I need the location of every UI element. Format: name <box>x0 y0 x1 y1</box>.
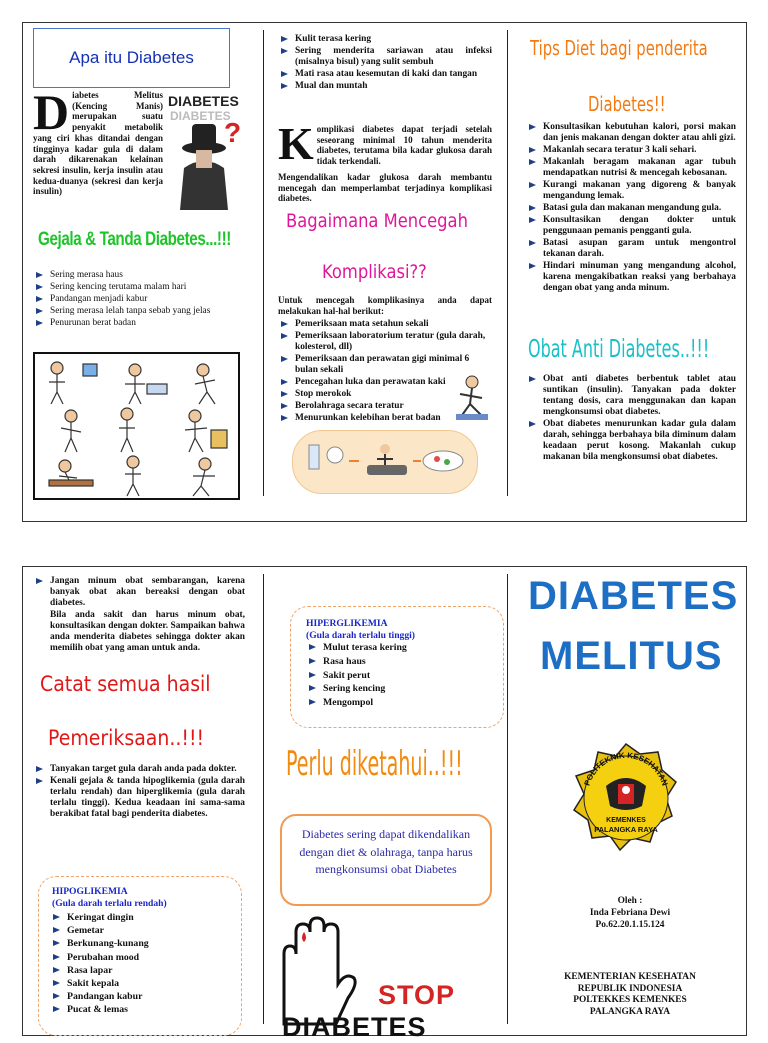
hipoglikemia-title: HIPOGLIKEMIA <box>52 886 128 897</box>
intro-paragraph <box>33 84 163 197</box>
obat-section <box>526 374 736 464</box>
gejala-section <box>33 270 253 330</box>
lifestyle-illustration <box>292 430 478 494</box>
institution-line: POLTEKKES KEMENKES <box>573 995 687 1005</box>
intro-dropcap: D <box>33 84 70 140</box>
institution-line: REPUBLIK INDONESIA <box>577 983 683 994</box>
list-item: Kurangi makanan yang digoreng & banyak mengandung lemak. <box>526 180 736 202</box>
catat-heading-1: Catat semua hasil <box>40 672 211 696</box>
list-item: Keringat dingin <box>50 912 236 924</box>
symptoms-illustration <box>33 352 240 500</box>
list-item: Penurunan berat badan <box>33 318 253 329</box>
svg-text:DIABETES: DIABETES <box>170 109 231 123</box>
tips-heading-2: Diabetes!! <box>588 92 666 116</box>
hiperglikemia-title: HIPERGLIKEMIA <box>306 618 388 629</box>
list-item: Batasi gula dan makanan mengandung gula. <box>526 203 736 214</box>
hipoglikemia-subtitle: (Gula darah terlalu rendah) <box>52 898 167 909</box>
fold-line-4 <box>507 574 508 1024</box>
mencegah-heading-1: Bagaimana Mencegah <box>286 210 468 232</box>
intro-text: iabetes Melitus (Kencing Manis) merupakan suatu penyakit metabolik yang ciri khas ditandai dengan tingginya kadar gula di dalam darah dikarenakan kelainan sekresi insulin, kerja insulin atau kedua-duanya (sekresi dan kerja insulin) <box>33 90 163 197</box>
list-item: Pemeriksaan laboratorium teratur (gula darah, kolesterol, dll) <box>278 331 492 353</box>
catat-list <box>33 764 245 820</box>
list-item: Obat anti diabetes berbentuk tablet atau suntikan (insulin). Tanyakan pada dokter tentang dosis, cara menggunakan dan kapan mengkonsumsi obat diabetes. <box>526 374 736 418</box>
illustration-label: DIABETES <box>168 93 239 109</box>
list-item: Tanyakan target gula darah anda pada dokter. <box>33 764 245 775</box>
obat-list <box>526 374 736 463</box>
list-item: Sering merasa lelah tanpa sebab yang jelas <box>33 306 253 317</box>
author-name: Inda Febriana Dewi <box>589 908 671 918</box>
tips-list <box>526 122 736 294</box>
logo-text-top: POLITEKNIK KESEHATAN <box>582 750 670 787</box>
list-item: Konsultasikan dengan dokter untuk penggunaan pemanis pengganti gula. <box>526 215 736 237</box>
gejala-list <box>33 270 253 329</box>
list-item: Berolahraga secara teratur <box>278 401 492 412</box>
list-item: Berkunang-kunang <box>50 938 236 950</box>
tips-section <box>526 122 736 295</box>
list-item: Jangan minum obat sembarangan, karena banyak obat akan bereaksi dengan obat diabetes. <box>33 576 245 609</box>
foot-care-illustration <box>452 374 492 422</box>
hiperglikemia-subtitle: (Gula darah terlalu tinggi) <box>306 630 415 641</box>
cover-title-2: MELITUS <box>540 634 723 678</box>
list-item: Stop merokok <box>278 389 492 400</box>
list-item: Sering merasa haus <box>33 270 253 281</box>
list-item: Mengompol <box>306 697 496 710</box>
list-item: Pemeriksaan mata setahun sekali <box>278 319 492 330</box>
obat-warning-section <box>33 576 245 654</box>
list-item: Kenali gejala & tanda hipoglikemia (gula darah terlalu rendah) dan hiperglikemia (gula darah terlalu tinggi). Kedua keadaan ini sama-sama berakibat fatal bagi penderita diabetes. <box>33 776 245 820</box>
gejala-continued-list <box>278 34 492 92</box>
poltekkes-logo <box>566 740 686 854</box>
list-item: Sering menderita sariawan atau infeksi (misalnya bisul) yang sulit sembuh <box>278 46 492 68</box>
stop-text: STOP <box>378 980 456 1010</box>
list-item: Sering kencing <box>306 683 496 696</box>
list-item: Pemeriksaan dan perawatan gigi minimal 6 bulan sekali <box>278 354 492 376</box>
list-item: Pencegahan luka dan perawatan kaki <box>278 377 492 388</box>
gejala-continued-section <box>278 34 492 93</box>
fold-line-2 <box>507 30 508 496</box>
obat-warning-paragraph: Bila anda sakit dan harus minum obat, konsultasikan dengan dokter. Sampaikan bahwa anda menderita diabetes sehingga dokter akan memilih obat yang aman untuk anda. <box>50 610 245 653</box>
list-item: Mual dan muntah <box>278 81 492 92</box>
obat-heading: Obat Anti Diabetes..!!! <box>528 334 710 363</box>
komplikasi-text: omplikasi diabetes dapat terjadi setelah seseorang minimal 10 tahun menderita diabetes, terutama bila kadar glukosa darah tidak terkendali. <box>316 124 492 166</box>
hiperglikemia-list <box>306 642 496 710</box>
komplikasi-paragraph <box>278 118 492 169</box>
mencegah-heading-2: Komplikasi?? <box>322 261 427 283</box>
section-title-apa-itu-diabetes: Apa itu Diabetes <box>33 28 230 88</box>
hipoglikemia-list <box>50 912 236 1017</box>
perlu-diketahui-heading: Perlu diketahui..!!! <box>286 744 463 784</box>
gejala-heading: Gejala & Tanda Diabetes...!!! <box>38 228 231 250</box>
list-item: Obat diabetes menurunkan kadar gula dalam darah, sehingga berbahaya bila diminum dalam keadaan perut kosong. Makanlah cukup makanan bila mengkonsumsi obat diabetes. <box>526 419 736 463</box>
institution-line: KEMENTERIAN KESEHATAN <box>564 972 696 982</box>
stop-hand-icon <box>284 918 355 1024</box>
komplikasi-dropcap: K <box>278 118 314 169</box>
cover-title-1: DIABETES <box>528 574 739 618</box>
obat-warning-list <box>33 576 245 609</box>
list-item: Mulut terasa kering <box>306 642 496 655</box>
list-item: Konsultasikan kebutuhan kalori, porsi makan dan jenis makanan dengan dokter atau ahli gizi. <box>526 122 736 144</box>
list-item: Pucat & lemas <box>50 1004 236 1016</box>
kendali-paragraph: Mengendalikan kadar glukosa darah membantu mencegah dan memperlambat terjadinya komplikasi diabetes. <box>278 172 492 204</box>
catat-heading-2: Pemeriksaan..!!! <box>48 726 205 750</box>
hiperglikemia-section <box>306 642 496 711</box>
list-item: Makanlah beragam makanan agar tubuh mendapatkan nutrisi & mencegah kebosanan. <box>526 157 736 179</box>
list-item: Gemetar <box>50 925 236 937</box>
list-item: Sering kencing terutama malam hari <box>33 282 253 293</box>
list-item: Perubahan mood <box>50 952 236 964</box>
fold-line-3 <box>263 574 264 1024</box>
oleh-label: Oleh : <box>617 896 643 906</box>
fold-line-1 <box>263 30 264 496</box>
catat-section <box>33 764 245 821</box>
list-item: Batasi asupan garam untuk mengontrol tekanan darah. <box>526 238 736 260</box>
list-item: Rasa haus <box>306 656 496 669</box>
stop-diabetes-text: DIABETES <box>282 1012 427 1042</box>
list-item: Mati rasa atau kesemutan di kaki dan tangan <box>278 69 492 80</box>
list-item: Hindari minuman yang mengandung alcohol, karena mengakibatkan reaksi yang berbahaya dengan obat yang anda minum. <box>526 261 736 294</box>
list-item: Makanlah secara teratur 3 kali sehari. <box>526 145 736 156</box>
logo-text-mid: KEMENKES <box>606 817 646 824</box>
list-item: Pandangan menjadi kabur <box>33 294 253 305</box>
institution-block <box>520 972 740 1018</box>
diabetes-illustration <box>166 90 244 210</box>
mencegah-intro: Untuk mencegah komplikasinya anda dapat melakukan hal-hal berikut: <box>278 295 492 316</box>
list-item: Rasa lapar <box>50 965 236 977</box>
institution-line: PALANGKA RAYA <box>589 1006 671 1017</box>
perlu-diketahui-text: Diabetes sering dapat dikendalikan dengan diet & olahraga, tanpa harus mengkonsumsi obat Diabetes <box>299 827 473 876</box>
svg-text:?: ? <box>224 117 242 148</box>
list-item: Menurunkan kelebihan berat badan <box>278 413 492 424</box>
author-id: Po.62.20.1.15.124 <box>595 920 665 930</box>
list-item: Sakit perut <box>306 670 496 683</box>
list-item: Pandangan kabur <box>50 991 236 1003</box>
tips-heading-1: Tips Diet bagi penderita <box>530 36 708 60</box>
hipoglikemia-section <box>50 912 236 1018</box>
logo-text-bottom: PALANGKA RAYA <box>594 825 658 834</box>
list-item: Kulit terasa kering <box>278 34 492 45</box>
list-item: Sakit kepala <box>50 978 236 990</box>
